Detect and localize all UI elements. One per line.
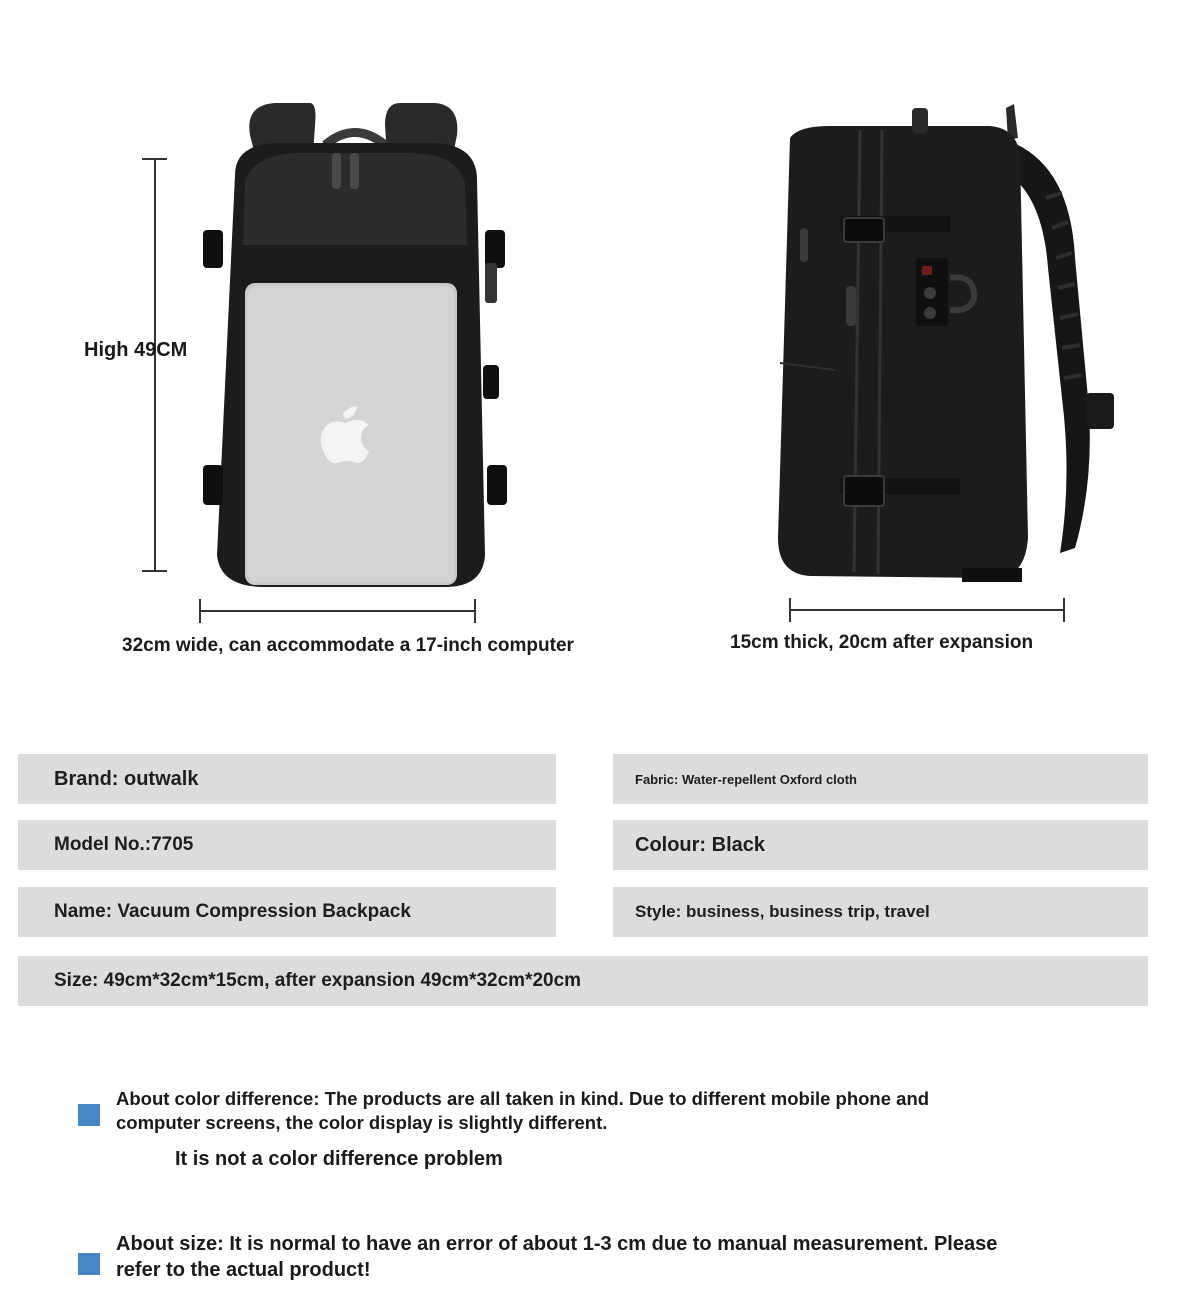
spec-style: Style: business, business trip, travel	[635, 902, 930, 921]
spec-fabric-row	[613, 754, 1148, 804]
spec-style-row	[613, 887, 1148, 937]
thickness-label: 15cm thick, 20cm after expansion	[730, 632, 1034, 653]
width-label: 32cm wide, can accommodate a 17-inch computer	[122, 635, 574, 656]
spec-size: Size: 49cm*32cm*15cm, after expansion 49cm*32cm*20cm	[54, 970, 582, 991]
height-tick-bottom	[142, 570, 167, 572]
color-note-sub: It is not a color difference problem	[175, 1148, 503, 1170]
color-note-marker	[78, 1104, 100, 1126]
color-note-line1: About color difference: The products are all taken in kind. Due to different mobile phone and	[116, 1088, 930, 1109]
spec-model-row	[18, 820, 556, 870]
thickness-line	[789, 609, 1064, 611]
spec-colour: Colour: Black	[635, 833, 766, 856]
height-line	[154, 158, 156, 571]
size-note-line1: About size: It is normal to have an error of about 1-3 cm due to manual measurement. Please	[116, 1233, 998, 1255]
backpack-side-image	[770, 98, 1130, 598]
color-note-line2: computer screens, the color display is slightly different.	[116, 1112, 608, 1133]
spec-model: Model No.:7705	[54, 834, 194, 855]
spec-name: Name: Vacuum Compression Backpack	[54, 901, 411, 922]
width-line	[199, 610, 475, 612]
width-tick-right	[474, 599, 476, 623]
size-note-marker	[78, 1253, 100, 1275]
spec-colour-row	[613, 820, 1148, 870]
height-label: High 49CM	[84, 339, 188, 361]
thickness-tick-right	[1063, 598, 1065, 622]
spec-brand-row	[18, 754, 556, 804]
spec-brand: Brand: outwalk	[54, 767, 199, 790]
spec-size-row	[18, 956, 1148, 1006]
spec-name-row	[18, 887, 556, 937]
size-note-line2: refer to the actual product!	[116, 1259, 371, 1281]
spec-fabric: Fabric: Water-repellent Oxford cloth	[635, 771, 857, 787]
backpack-front-image	[195, 95, 515, 595]
